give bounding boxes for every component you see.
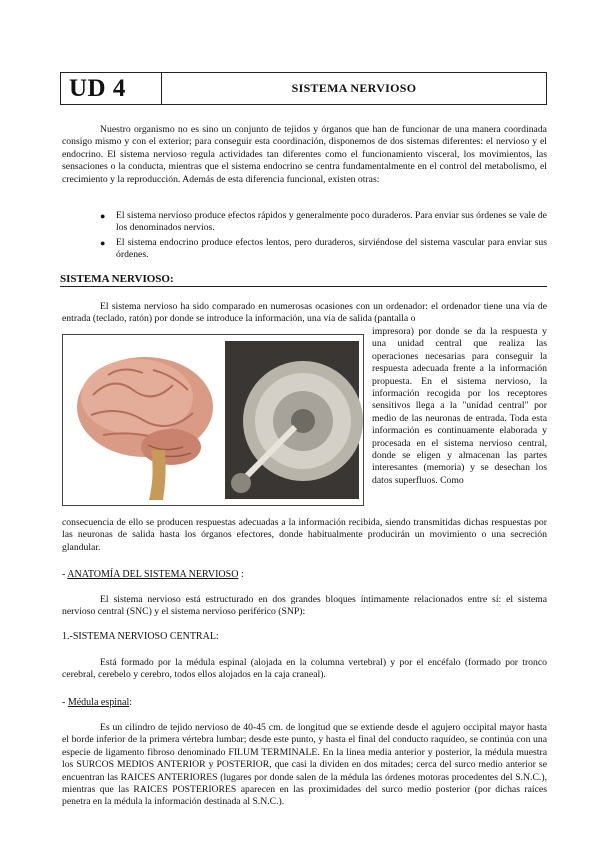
medula-paragraph: Es un cilindro de tejido nervioso de 40-45 cm. de longitud que se extiende desde el agujero occipital mayor hasta el borde inferior de la primera vértebra lumbar; desde este punto, y hasta el final del conducto raquídeo, se continúa con una especie de ligamento fibroso denominado FILUM TERMINALE. En la línea media anterior y posterior, la médula muestra los SURCOS MEDIOS ANTERIOR y POSTERIOR, que casi la dividen en dos mitades; cerca del surco medio anterior se encuentran las RAICES ANTERIORES (lugares por donde salen de la médula las órdenes motoras procedentes del S.N.C.), mientras que las RAICES POSTERIORES aparecen en las proximidades del surco medio posterior (por dichas raíces penetra en la médula la información destinada al S.N.C.).	[62, 722, 547, 808]
bullet-text: El sistema nervioso produce efectos rápidos y generalmente poco duraderos. Para enviar sus órdenes se vale de los denominados nervios.	[116, 210, 547, 234]
figure-illustration	[63, 335, 363, 505]
list-item	[100, 210, 547, 235]
bullet-text: El sistema endocrino produce efectos lentos, pero duraderos, sirviéndose del sistema vascular para enviar sus órdenes.	[116, 236, 547, 261]
bullet-icon: ●	[100, 211, 106, 221]
medula-title: Médula espinal	[67, 697, 130, 708]
snc-paragraph: Está formado por la médula espinal (alojada en la columna vertebral) y por el encéfalo (formado por tronco cerebral, cerebelo y cerebro, todos ellos alojados en la caja craneal).	[62, 657, 547, 681]
medula-prefix: -	[62, 697, 68, 708]
snc-heading: 1.-SISTEMA NERVIOSO CENTRAL:	[62, 631, 219, 642]
medula-suffix: :	[129, 697, 132, 708]
anatomy-title: ANATOMÍA DEL SISTEMA NERVIOSO	[67, 569, 239, 580]
medula-heading	[62, 697, 132, 709]
section-heading: SISTEMA NERVIOSO:	[60, 273, 547, 287]
anatomy-prefix: -	[62, 569, 68, 580]
hard-disk-image	[225, 341, 363, 499]
unit-number: UD 4	[61, 73, 162, 104]
section-paragraph-top: El sistema nervioso ha sido comparado en numerosas ocasiones con un ordenador: el ordenador tiene una vía de entrada (teclado, ratón) por donde se introduce la información, una vía de salida (pantalla o	[62, 301, 547, 325]
anatomy-heading	[62, 569, 244, 581]
anatomy-paragraph: El sistema nervioso está estructurado en dos grandes bloques íntimamente relacionados entre sí: el sistema nervioso central (SNC) y el sistema nervioso periférico (SNP):	[62, 594, 547, 618]
list-item	[100, 237, 547, 262]
bullet-icon: ●	[100, 237, 106, 248]
section-paragraph-bottom: consecuencia de ello se producen respuestas adecuadas a la información recibida, siendo transmitidas dichas respuestas por las neuronas de salida hasta los órganos efectores, donde habitualmente producirán un movimiento o una secreción glandular.	[62, 517, 547, 553]
brain-and-disk-figure	[62, 334, 364, 506]
unit-header	[60, 72, 547, 105]
section-paragraph-side: impresora) por donde se da la respuesta y una unidad central que realiza las operaciones necesarias para conseguir la respuesta adecuada frente a la información propuesta. En el sistema nervioso, la información recogida por los receptores sensitivos llega a la "unidad central" por medio de las neuronas de entrada. Toda esta información es continuamente elaborada y procesada en el sistema nervioso central, donde se eligen y almacenan las partes interesantes (memoria) y se desechan los datos superfluos. Como	[372, 326, 547, 486]
difference-list	[100, 210, 547, 264]
unit-title: SISTEMA NERVIOSO	[291, 81, 417, 95]
intro-paragraph: Nuestro organismo no es sino un conjunto de tejidos y órganos que han de funcionar de una manera coordinada consigo mismo y con el exterior; para conseguir esta coordinación, disponemos de dos sistemas diferentes: el nervioso y el endocrino. El sistema nervioso regula actividades tan diferentes como el funcionamiento visceral, los movimientos, las sensaciones o la conducta, mientras que el sistema endocrino se centra fundamentalmente en el control del metabolismo, el crecimiento y la reproducción. Además de esta diferencia funcional, existen otras:	[62, 124, 547, 185]
anatomy-suffix: :	[238, 569, 244, 580]
brain-image	[77, 357, 213, 500]
